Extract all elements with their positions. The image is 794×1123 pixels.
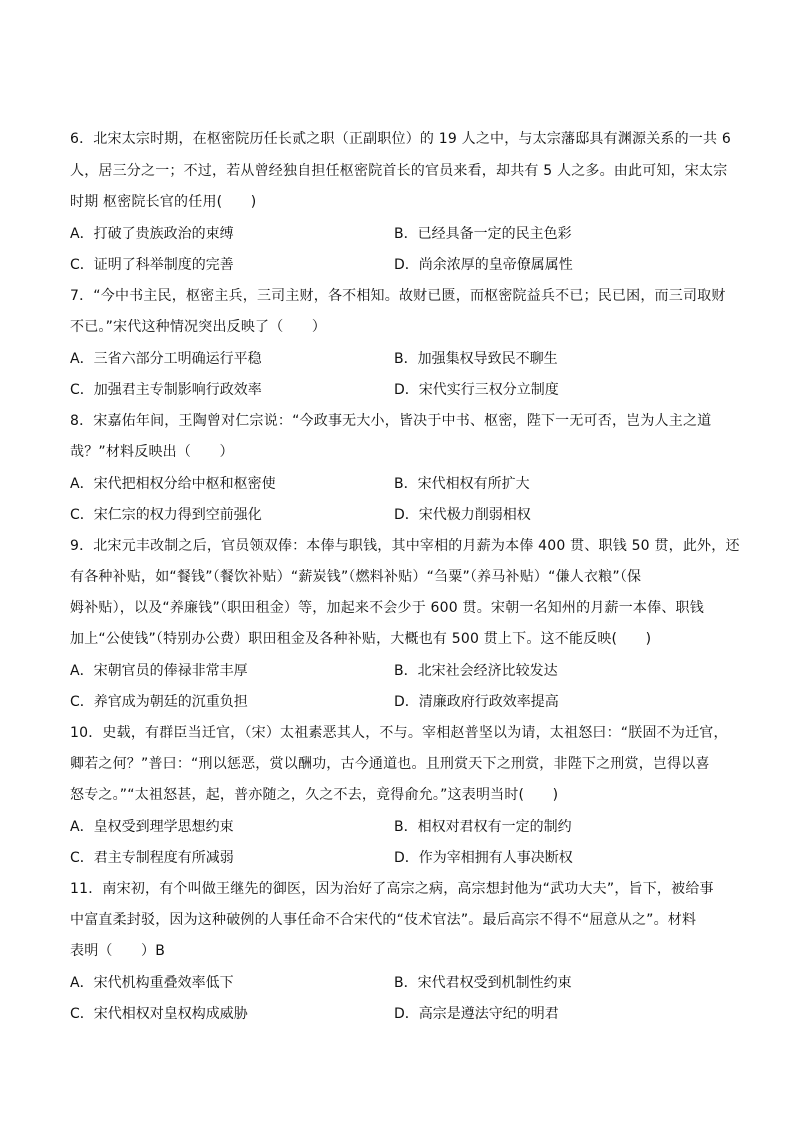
option-c[interactable]: C．加强君主专制影响行政效率 (70, 382, 262, 398)
option-c[interactable]: C．证明了科举制度的完善 (70, 257, 234, 273)
option-c[interactable]: C．宋代相权对皇权构成威胁 (70, 1006, 248, 1022)
question-text-line: 时期 枢密院长官的任用( ) (70, 194, 257, 210)
option-b[interactable]: B．宋代君权受到机制性约束 (394, 975, 572, 991)
question-text-line: 人，居三分之一；不过，若从曾经独自担任枢密院首长的官员来看，却共有 5 人之多。由此可知，宋太宗 (70, 163, 728, 179)
question-text-line: 7．“今中书主民，枢密主兵，三司主财，各不相知。故财已匮，而枢密院益兵不已；民已困，而三司取财 (70, 288, 726, 304)
question-text-line: 表明（ ）B (70, 943, 166, 959)
question-text-line: 不已。”宋代这种情况突出反映了（ ） (70, 319, 327, 335)
option-c[interactable]: C．君主专制程度有所减弱 (70, 850, 234, 866)
option-a[interactable]: A．三省六部分工明确运行平稳 (70, 351, 262, 367)
option-b[interactable]: B．相权对君权有一定的制约 (394, 819, 572, 835)
question-text-line: 哉？”材料反映出（ ） (70, 444, 234, 460)
option-a[interactable]: A．宋代机构重叠效率低下 (70, 975, 234, 991)
option-d[interactable]: D．宋代实行三权分立制度 (394, 382, 559, 398)
question-text-line: 9．北宋元丰改制之后，官员领双俸：本俸与职钱，其中宰相的月薪为本俸 400 贯、职钱 50 贯，此外，还 (70, 538, 740, 554)
question-text-line: 加上“公使钱”（特别办公费）职田租金及各种补贴，大概也有 500 贯上下。这不能反映( ) (70, 631, 652, 647)
question-text-line: 姆补贴），以及“养廉钱”（职田租金）等，加起来不会少于 600 贯。宋朝一名知州的月薪一本俸、职钱 (70, 600, 704, 616)
question-text-line: 怒专之。”“太祖怒甚，起，普亦随之，久之不去，竟得俞允。”这表明当时( ) (70, 787, 559, 803)
option-d[interactable]: D．作为宰相拥有人事决断权 (394, 850, 573, 866)
option-d[interactable]: D．清廉政府行政效率提高 (394, 694, 559, 710)
option-a[interactable]: A．皇权受到理学思想约束 (70, 819, 234, 835)
option-b[interactable]: B．加强集权导致民不聊生 (394, 351, 558, 367)
question-text-line: 卿若之何？”普曰：“刑以惩恶，赏以酬功，古今通道也。且刑赏天下之刑赏，非陛下之刑赏，岂得以喜 (70, 756, 710, 772)
option-d[interactable]: D．尚余浓厚的皇帝僚属属性 (394, 257, 573, 273)
option-d[interactable]: D．宋代极力削弱相权 (394, 507, 531, 523)
option-c[interactable]: C．养官成为朝廷的沉重负担 (70, 694, 248, 710)
question-text-line: 中富直柔封驳，因为这种破例的人事任命不合宋代的“伎术官法”。最后高宗不得不“屈意从之”。材料 (70, 912, 697, 928)
question-text-line: 11．南宋初，有个叫做王继先的御医，因为治好了高宗之病，高宗想封他为“武功大夫”，旨下，被给事 (70, 881, 714, 897)
exam-page (70, 0, 740, 1123)
question-text-line: 8．宋嘉佑年间，王陶曾对仁宗说：“今政事无大小，皆决于中书、枢密，陛下一无可否，岂为人主之道 (70, 413, 712, 429)
option-b[interactable]: B．已经具备一定的民主色彩 (394, 226, 572, 242)
question-text-line: 10．史载，有群臣当迁官，（宋）太祖素恶其人，不与。宰相赵普坚以为请，太祖怒曰：“朕固不为迁官， (70, 725, 728, 741)
option-a[interactable]: A．宋代把相权分给中枢和枢密使 (70, 476, 276, 492)
question-text-line: 有各种补贴，如“餐钱”（餐饮补贴）“薪炭钱”（燃料补贴）“刍粟”（养马补贴）“傔人衣粮”（保 (70, 569, 642, 585)
option-b[interactable]: B．北宋社会经济比较发达 (394, 663, 558, 679)
option-b[interactable]: B．宋代相权有所扩大 (394, 476, 530, 492)
question-text-line: 6．北宋太宗时期，在枢密院历任长贰之职（正副职位）的 19 人之中，与太宗藩邸具有渊源关系的一共 6 (70, 131, 731, 147)
option-a[interactable]: A．打破了贵族政治的束缚 (70, 226, 234, 242)
option-c[interactable]: C．宋仁宗的权力得到空前强化 (70, 507, 262, 523)
option-a[interactable]: A．宋朝官员的俸禄非常丰厚 (70, 663, 248, 679)
option-d[interactable]: D．高宗是遵法守纪的明君 (394, 1006, 559, 1022)
